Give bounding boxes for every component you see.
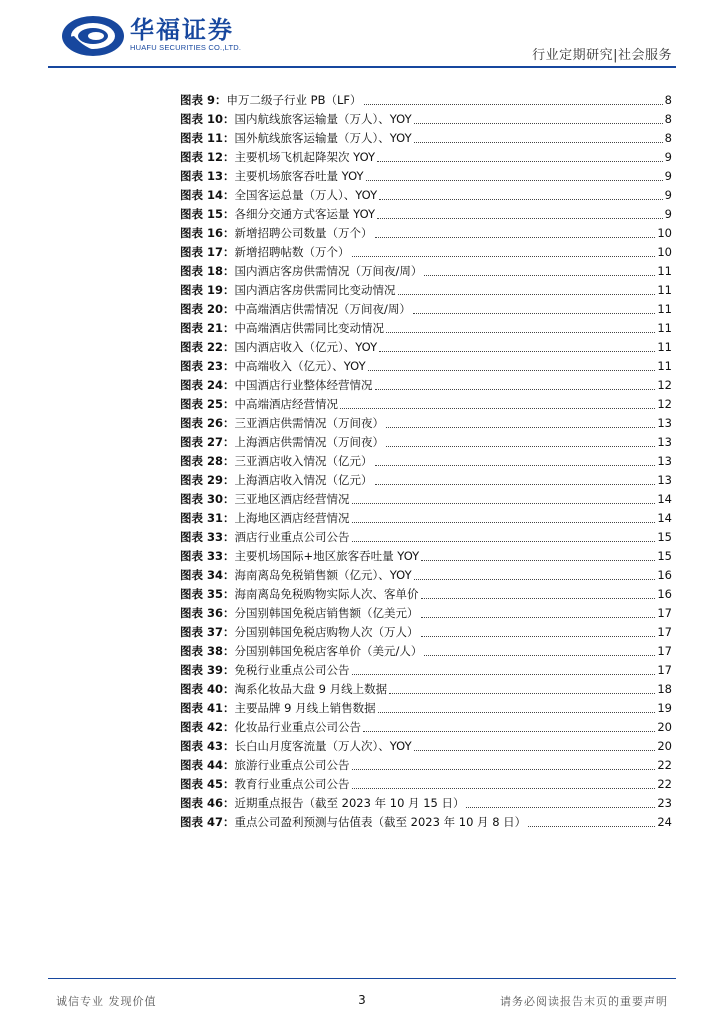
toc-entry-label: 图表 37： <box>180 625 235 639</box>
toc-entry-page: 11 <box>657 283 672 297</box>
toc-entry-label: 图表 27： <box>180 435 235 449</box>
toc-entry-title: 新增招聘公司数量（万个） <box>234 226 373 240</box>
toc-dot-leader <box>352 768 656 770</box>
toc-entry-title: 分国别韩国免税店客单价（美元/人） <box>234 644 423 658</box>
company-name-cn: 华福证券 <box>130 15 234 44</box>
toc-entry[interactable] <box>180 221 672 240</box>
toc-dot-leader <box>340 407 655 409</box>
toc-dot-leader <box>414 578 656 580</box>
toc-entry[interactable] <box>180 107 672 126</box>
toc-entry-label: 图表 38： <box>180 644 235 658</box>
table-of-figures <box>180 88 672 829</box>
toc-dot-leader <box>352 540 656 542</box>
toc-entry-label: 图表 43： <box>180 739 235 753</box>
footer-slogan: 诚信专业 发现价值 <box>56 995 157 1008</box>
toc-dot-leader <box>421 635 656 637</box>
toc-entry[interactable] <box>180 430 672 449</box>
toc-entry-title: 免税行业重点公司公告 <box>234 663 350 677</box>
toc-entry[interactable] <box>180 601 672 620</box>
toc-entry-label: 图表 31： <box>180 511 235 525</box>
toc-entry-title: 化妆品行业重点公司公告 <box>234 720 362 734</box>
toc-entry-page: 9 <box>664 188 672 202</box>
company-name-en: HUAFU SECURITIES CO.,LTD. <box>130 43 242 52</box>
toc-entry[interactable] <box>180 164 672 183</box>
toc-entry-title: 分国别韩国免税店购物人次（万人） <box>234 625 419 639</box>
toc-entry-title: 上海地区酒店经营情况 <box>234 511 350 525</box>
toc-entry-page: 13 <box>657 454 672 468</box>
toc-dot-leader <box>398 293 656 295</box>
toc-dot-leader <box>364 103 663 105</box>
toc-dot-leader <box>414 122 663 124</box>
toc-entry-label: 图表 25： <box>180 397 235 411</box>
toc-dot-leader <box>352 255 656 257</box>
toc-entry[interactable] <box>180 354 672 373</box>
toc-entry[interactable] <box>180 297 672 316</box>
toc-entry[interactable] <box>180 772 672 791</box>
toc-entry-title: 重点公司盈利预测与估值表（截至 2023 年 10 月 8 日） <box>234 815 527 829</box>
toc-entry-page: 14 <box>657 511 672 525</box>
toc-entry-title: 申万二级子行业 PB（LF） <box>226 93 362 107</box>
toc-entry-page: 9 <box>664 150 672 164</box>
report-type: 行业定期研究|社会服务 <box>532 48 672 63</box>
toc-dot-leader <box>386 331 655 333</box>
toc-dot-leader <box>378 711 656 713</box>
toc-entry-title: 中高端酒店供需同比变动情况 <box>234 321 385 335</box>
toc-dot-leader <box>352 673 656 675</box>
toc-entry[interactable] <box>180 449 672 468</box>
toc-entry-page: 8 <box>664 112 672 126</box>
toc-entry-page: 19 <box>657 701 672 715</box>
toc-entry[interactable] <box>180 373 672 392</box>
toc-dot-leader <box>386 426 655 428</box>
toc-dot-leader <box>377 160 663 162</box>
toc-entry[interactable] <box>180 202 672 221</box>
toc-entry-page: 16 <box>657 568 672 582</box>
huafu-logo-icon <box>60 14 126 58</box>
toc-entry-page: 8 <box>664 93 672 107</box>
toc-entry-title: 国内酒店客房供需情况（万间夜/周） <box>234 264 423 278</box>
toc-entry-label: 图表 34： <box>180 568 235 582</box>
toc-entry-page: 17 <box>657 625 672 639</box>
toc-dot-leader <box>421 616 656 618</box>
toc-entry[interactable] <box>180 126 672 145</box>
toc-entry-label: 图表 40： <box>180 682 235 696</box>
toc-entry-label: 图表 41： <box>180 701 235 715</box>
toc-entry-page: 8 <box>664 131 672 145</box>
toc-entry-page: 15 <box>657 549 672 563</box>
toc-entry[interactable] <box>180 544 672 563</box>
toc-entry-page: 18 <box>657 682 672 696</box>
toc-entry-title: 主要机场旅客吞吐量 YOY <box>234 169 364 183</box>
toc-dot-leader <box>413 312 655 314</box>
toc-dot-leader <box>352 521 656 523</box>
toc-entry[interactable] <box>180 145 672 164</box>
toc-entry[interactable] <box>180 411 672 430</box>
toc-entry[interactable] <box>180 316 672 335</box>
toc-entry[interactable] <box>180 658 672 677</box>
toc-entry-title: 分国别韩国免税店销售额（亿美元） <box>234 606 419 620</box>
toc-dot-leader <box>366 179 663 181</box>
toc-entry-title: 长白山月度客流量（万人次）、YOY <box>234 739 412 753</box>
toc-entry-page: 20 <box>657 739 672 753</box>
toc-entry-title: 酒店行业重点公司公告 <box>234 530 350 544</box>
toc-dot-leader <box>389 692 655 694</box>
toc-entry-page: 12 <box>657 378 672 392</box>
toc-entry-label: 图表 17： <box>180 245 235 259</box>
toc-entry-title: 各细分交通方式客运量 YOY <box>234 207 376 221</box>
toc-entry-page: 17 <box>657 606 672 620</box>
toc-entry-title: 近期重点报告（截至 2023 年 10 月 15 日） <box>234 796 465 810</box>
toc-dot-leader <box>421 559 655 561</box>
toc-entry-label: 图表 39： <box>180 663 235 677</box>
toc-dot-leader <box>352 502 656 504</box>
toc-entry[interactable] <box>180 240 672 259</box>
toc-entry-title: 国内酒店客房供需同比变动情况 <box>234 283 396 297</box>
toc-entry-title: 上海酒店供需情况（万间夜） <box>234 435 385 449</box>
toc-entry[interactable] <box>180 335 672 354</box>
toc-entry-label: 图表 28： <box>180 454 235 468</box>
toc-entry-label: 图表 46： <box>180 796 235 810</box>
toc-dot-leader <box>368 369 656 371</box>
toc-entry-title: 三亚酒店供需情况（万间夜） <box>234 416 385 430</box>
toc-entry-page: 23 <box>657 796 672 810</box>
toc-entry[interactable] <box>180 715 672 734</box>
toc-entry[interactable] <box>180 392 672 411</box>
toc-entry-title: 中高端酒店经营情况 <box>234 397 339 411</box>
toc-entry[interactable] <box>180 734 672 753</box>
toc-entry[interactable] <box>180 563 672 582</box>
footer-divider <box>48 978 676 979</box>
toc-entry-title: 中高端收入（亿元）、YOY <box>234 359 366 373</box>
toc-entry-title: 主要机场飞机起降架次 YOY <box>234 150 376 164</box>
toc-dot-leader <box>375 388 656 390</box>
toc-entry-label: 图表 45： <box>180 777 235 791</box>
toc-entry-label: 图表 9： <box>180 93 227 107</box>
toc-entry[interactable] <box>180 810 672 829</box>
toc-entry-page: 11 <box>657 302 672 316</box>
toc-entry-page: 20 <box>657 720 672 734</box>
toc-entry-label: 图表 15： <box>180 207 235 221</box>
page-header <box>0 0 724 70</box>
toc-entry[interactable] <box>180 506 672 525</box>
toc-entry-page: 10 <box>657 226 672 240</box>
toc-entry[interactable] <box>180 88 672 107</box>
toc-entry[interactable] <box>180 278 672 297</box>
toc-dot-leader <box>375 236 656 238</box>
toc-entry-title: 淘系化妆品大盘 9 月线上数据 <box>234 682 388 696</box>
toc-entry-label: 图表 19： <box>180 283 235 297</box>
toc-dot-leader <box>466 806 655 808</box>
toc-entry-label: 图表 44： <box>180 758 235 772</box>
toc-entry-label: 图表 14： <box>180 188 235 202</box>
toc-entry-page: 17 <box>657 644 672 658</box>
toc-dot-leader <box>375 483 656 485</box>
toc-entry-title: 三亚酒店收入情况（亿元） <box>234 454 373 468</box>
toc-entry-title: 国内航线旅客运输量（万人）、YOY <box>234 112 412 126</box>
toc-entry-title: 海南离岛免税销售额（亿元）、YOY <box>234 568 412 582</box>
toc-dot-leader <box>379 350 655 352</box>
toc-entry-label: 图表 35： <box>180 587 235 601</box>
toc-entry-page: 13 <box>657 435 672 449</box>
toc-entry-label: 图表 16： <box>180 226 235 240</box>
toc-entry-title: 中国酒店行业整体经营情况 <box>234 378 373 392</box>
toc-entry-title: 教育行业重点公司公告 <box>234 777 350 791</box>
toc-entry-title: 海南离岛免税购物实际人次、客单价 <box>234 587 419 601</box>
toc-entry[interactable] <box>180 525 672 544</box>
toc-entry-title: 上海酒店收入情况（亿元） <box>234 473 373 487</box>
toc-entry[interactable] <box>180 183 672 202</box>
toc-entry-page: 11 <box>657 321 672 335</box>
toc-entry[interactable] <box>180 468 672 487</box>
toc-dot-leader <box>377 217 663 219</box>
toc-entry-label: 图表 29： <box>180 473 235 487</box>
toc-entry-page: 17 <box>657 663 672 677</box>
toc-entry[interactable] <box>180 259 672 278</box>
toc-entry-title: 主要机场国际+地区旅客吞吐量 YOY <box>234 549 420 563</box>
toc-dot-leader <box>424 654 655 656</box>
toc-entry-page: 22 <box>657 758 672 772</box>
toc-entry-title: 国内酒店收入（亿元）、YOY <box>234 340 378 354</box>
toc-entry-page: 9 <box>664 207 672 221</box>
toc-entry-label: 图表 24： <box>180 378 235 392</box>
toc-entry-label: 图表 12： <box>180 150 235 164</box>
toc-entry-label: 图表 10： <box>180 112 235 126</box>
toc-entry-page: 22 <box>657 777 672 791</box>
toc-entry-label: 图表 36： <box>180 606 235 620</box>
toc-entry-page: 11 <box>657 340 672 354</box>
toc-entry-page: 13 <box>657 473 672 487</box>
toc-entry-label: 图表 18： <box>180 264 235 278</box>
toc-entry[interactable] <box>180 639 672 658</box>
toc-entry-label: 图表 20： <box>180 302 235 316</box>
toc-dot-leader <box>414 749 656 751</box>
toc-dot-leader <box>421 597 656 599</box>
toc-entry-page: 16 <box>657 587 672 601</box>
toc-entry[interactable] <box>180 582 672 601</box>
toc-entry-label: 图表 42： <box>180 720 235 734</box>
toc-dot-leader <box>363 730 655 732</box>
toc-entry-page: 15 <box>657 530 672 544</box>
toc-entry-page: 9 <box>664 169 672 183</box>
toc-entry-page: 24 <box>657 815 672 829</box>
toc-entry[interactable] <box>180 753 672 772</box>
toc-entry-label: 图表 30： <box>180 492 235 506</box>
toc-entry-title: 全国客运总量（万人）、YOY <box>234 188 378 202</box>
toc-entry-title: 三亚地区酒店经营情况 <box>234 492 350 506</box>
header-divider <box>48 66 676 68</box>
toc-entry-label: 图表 33： <box>180 530 235 544</box>
page-number: 3 <box>358 993 366 1007</box>
toc-entry-label: 图表 21： <box>180 321 235 335</box>
toc-entry-title: 国外航线旅客运输量（万人）、YOY <box>234 131 412 145</box>
footer-disclaimer: 请务必阅读报告末页的重要声明 <box>500 995 668 1008</box>
toc-dot-leader <box>352 787 656 789</box>
toc-entry-title: 旅游行业重点公司公告 <box>234 758 350 772</box>
toc-entry-page: 10 <box>657 245 672 259</box>
toc-dot-leader <box>375 464 656 466</box>
toc-entry[interactable] <box>180 696 672 715</box>
toc-dot-leader <box>414 141 663 143</box>
toc-entry-page: 13 <box>657 416 672 430</box>
toc-dot-leader <box>386 445 655 447</box>
toc-entry-page: 11 <box>657 264 672 278</box>
toc-entry[interactable] <box>180 677 672 696</box>
toc-entry-page: 11 <box>657 359 672 373</box>
toc-entry-page: 12 <box>657 397 672 411</box>
toc-entry-label: 图表 47： <box>180 815 235 829</box>
toc-entry[interactable] <box>180 791 672 810</box>
toc-entry-label: 图表 33： <box>180 549 235 563</box>
toc-entry-label: 图表 23： <box>180 359 235 373</box>
toc-entry-title: 中高端酒店供需情况（万间夜/周） <box>234 302 411 316</box>
toc-entry[interactable] <box>180 487 672 506</box>
toc-entry-page: 14 <box>657 492 672 506</box>
toc-dot-leader <box>528 825 655 827</box>
toc-entry-label: 图表 22： <box>180 340 235 354</box>
toc-dot-leader <box>379 198 663 200</box>
toc-entry-label: 图表 11： <box>180 131 235 145</box>
toc-entry-title: 主要品牌 9 月线上销售数据 <box>234 701 376 715</box>
toc-entry-title: 新增招聘帖数（万个） <box>234 245 350 259</box>
toc-dot-leader <box>424 274 655 276</box>
toc-entry-label: 图表 26： <box>180 416 235 430</box>
toc-entry-label: 图表 13： <box>180 169 235 183</box>
toc-entry[interactable] <box>180 620 672 639</box>
